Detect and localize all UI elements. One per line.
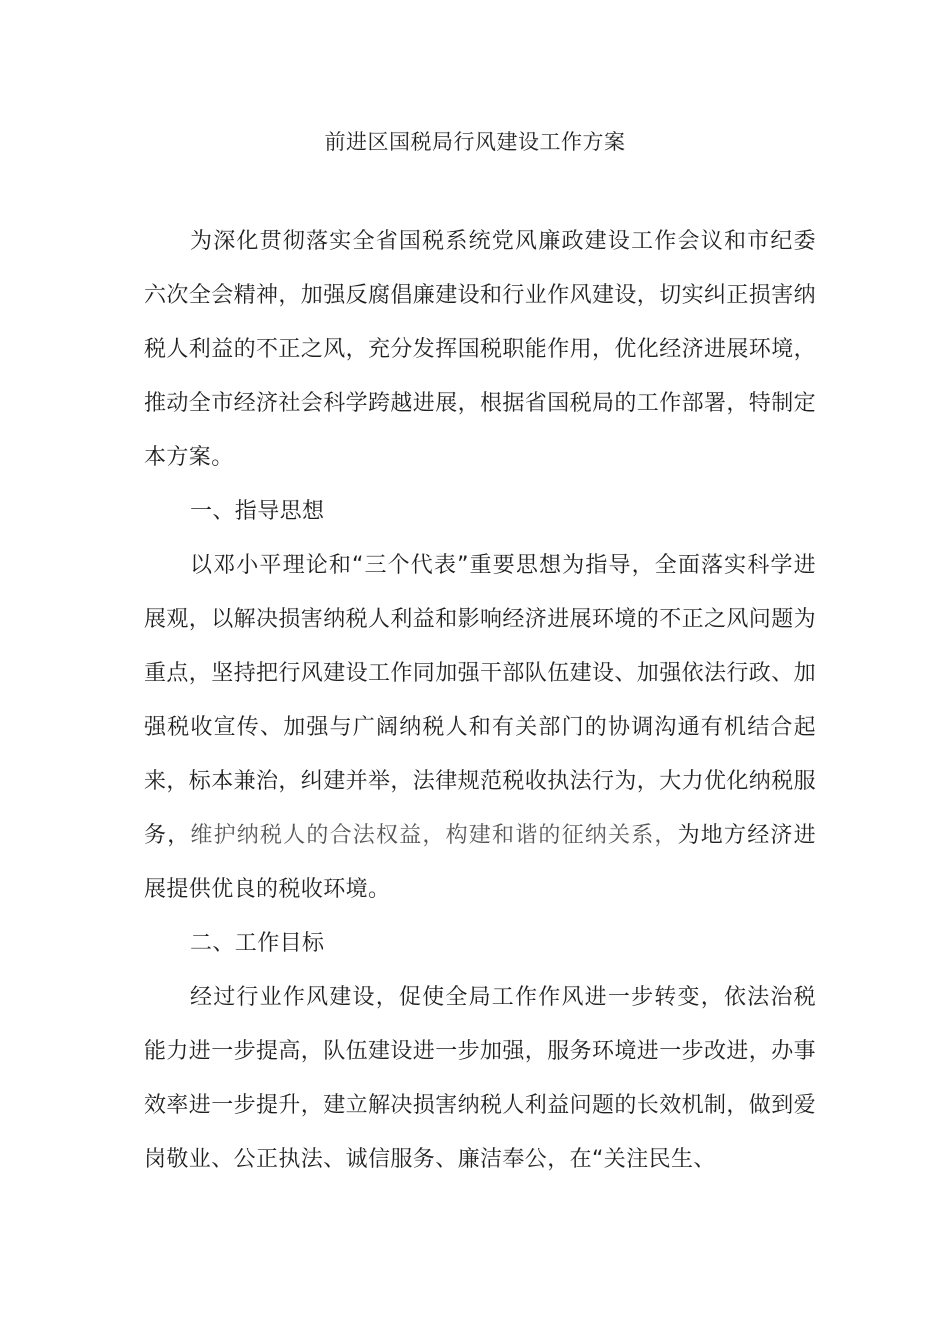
document-title: 前进区国税局行风建设工作方案	[324, 130, 626, 154]
work-goals-paragraph: 经过行业作风建设，促使全局工作作风进一步转变，依法治税能力进一步提高，队伍建设进一步加强，服务环境进一步改进，办事效率进一步提升，建立解决损害纳税人利益问题的长效机制，做到爱岗敬业、公正执法、诚信服务、廉洁奉公，在“关注民生、	[144, 985, 817, 1172]
section-heading-guiding-thought: 一、指导思想	[190, 499, 325, 524]
guiding-thought-text-a: 以邓小平理论和“三个代表”重要思想为指导，全面落实科学进展观，以解决损害纳税人利益和影响经济进展环境的不正之风问题为重点，坚持把行风建设工作同加强干部队伍建设、加强依法行政、加强税收宣传、加强与广阔纳税人和有关部门的协调沟通有机结合起来，标本兼治，纠建并举，法律规范税收执法行为，大力优化纳税服务，	[144, 553, 817, 848]
guiding-thought-text-c: 为地方经济进展提供优良的税收环境。	[144, 823, 816, 902]
section-heading-work-goals: 二、工作目标	[190, 931, 325, 956]
guiding-thought-text-b: 维护纳税人的合法权益，构建和谐的征纳关系，	[190, 823, 678, 848]
document-body	[144, 215, 816, 1187]
intro-paragraph: 为深化贯彻落实全省国税系统党风廉政建设工作会议和市纪委六次全会精神，加强反腐倡廉建设和行业作风建设，切实纠正损害纳税人利益的不正之风，充分发挥国税职能作用，优化经济进展环境，推动全市经济社会科学跨越进展，根据省国税局的工作部署，特制定本方案。	[144, 229, 817, 470]
guiding-thought-paragraph	[144, 539, 816, 917]
